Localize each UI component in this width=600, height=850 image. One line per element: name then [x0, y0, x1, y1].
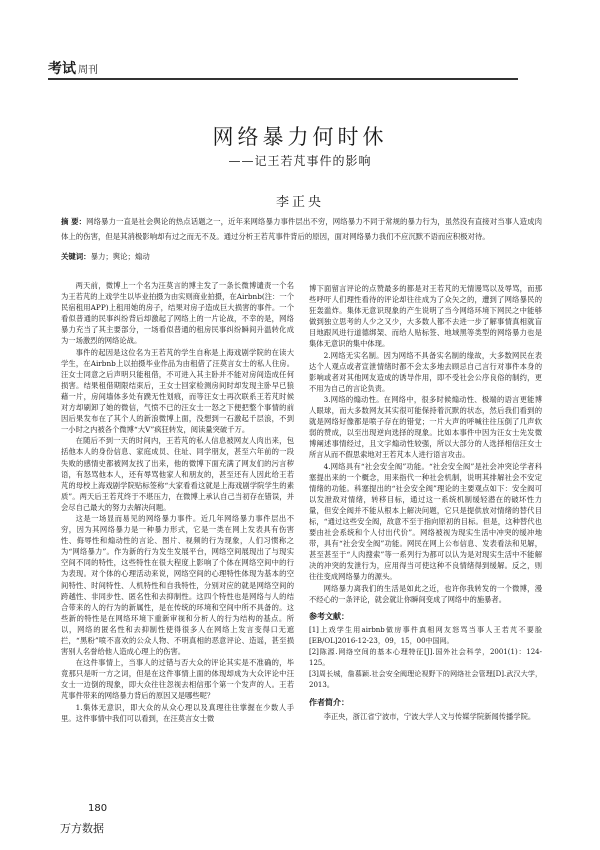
- body-paragraph: 网络暴力离我们的生活是如此之近，也许你我转发的一个微博，漫不经心的一条评论，就会就让你瞬间变成了网络中的施暴者。: [309, 583, 542, 604]
- abstract-label: 摘 要：: [61, 217, 87, 226]
- body-paragraph: 2.网络无实名制。因为网络不具备实名制的缘故，大多数网民在表达个人观点或者宣泄情绪时都不会太多地去顾忌自己言行对事件本身的影响或者对其他网友造成的诱导作用，即不受社会公序良俗的制约，更不用为自己的言论负责。: [309, 350, 542, 393]
- reference-item: [1]上戏学生用airbnb做房事件真相网友怒骂当事人王若芃不要脸[EB/OL]2016-12-23，09，15，00中国网。: [309, 625, 542, 645]
- body-paragraph: 在这件事情上，当事人的过错与否大众的评论其实是不准确的，毕竟那只是听一方之词，但是在这件事情上面的体现却成为大众评论中汪女士一边倒的现象，即大众往往忽视去相信那个第一个发声的人。王若芃事件带来的网络暴力背后的原因又是哪些呢？: [61, 658, 294, 701]
- body-paragraph: 3.网络的煽动性。在网络中，很多时候煽动性、极端的语言更能博人眼球，而大多数网友其实很可能保持着沉默的状态，然后我们看到的就是网络好像都是喷子存在的错觉；一片大声的呼喊往往压倒了几声软弱的赞成，以至出现逆向选择的现象。比如本事件中因为汪女士先发微博阐述事情经过，且文字煽动性较强，所以大部分的人选择相信汪女士所言从而不假思索地对王若芃本人进行语言攻击。: [309, 394, 542, 460]
- journal-name-main: 考试: [48, 61, 76, 77]
- journal-name-suffix: 周刊: [78, 65, 98, 76]
- body-paragraph: 事件的起因是这位名为王若芃的学生自称是上海戏剧学院的在读大学生，在Airbnb上以拍摄毕业作品为由租借了汪莫言女士的私人住房。汪女士同意之后声明只能租借，不可进入其主卧并不能对房间造成任何损害。结果租借期限结束后，王女士回家检测房间时却发现主卧早已狼藉一片，房间墙体多处有蹼无性划痕，而等汪女士再次联系王若芃时候对方却刷卸了她的微信，气愤不已的汪女士一怒之下便把整个事情的前因后果发布在了其个人的新浪微博上面，没想到一石激起千层浪，不到一小时之内被各个微博“大V”疯狂转发，阅读量突破千万。: [61, 347, 294, 435]
- author-intro-text: 李正央，浙江省宁波市，宁波大学人文与传媒学院新闻传播学院。: [323, 711, 536, 721]
- article-subtitle: ——记王若芃事件的影响: [228, 154, 372, 168]
- author-intro-heading: 作者简介：: [309, 697, 349, 707]
- footer-watermark: 万方数据: [60, 822, 104, 835]
- abstract: [61, 214, 542, 244]
- body-paragraph: 在随后不到一天的时间内，王若芃的私人信息被网友人肉出来，包括他本人的身份信息、家庭成员、住址、同学朋友，甚至六年前的一段失败的感情史都被网友找了出来，他的微博下面充满了网友们的污言秽语，有怒骂他本人，还有辱骂他家人和朋友的，甚至还有人因此给王若芃的母校上海戏剧学院贴标签称“大家看看这就是上海戏剧学院学生的素质”。两天后王若芃终于不堪压力，在微博上承认自己当初存在错误，并会尽自己最大的努力去解决问题。: [61, 436, 294, 512]
- body-column-right: [309, 283, 542, 722]
- body-paragraph: 博下面留言评论的点赞最多的都是对王若芃的无情谩骂以及辱骂，而那些呼吁人们理性看待的评论却往往成为了众矢之的，遭到了网络暴民的狂轰滥炸。集体无意识现象的产生说明了当今网络环境下网民之中能够做到独立思考的人少之又少，大多数人都不去进一步了解事情真相就盲目地跟风进行道德绑架、而给人贴标签、地域黑等类型的网络暴力也是集体无意识的集中体现。: [309, 284, 542, 349]
- body-paragraph: 这是一场显而易见的网络暴力事件。近几年网络暴力事件层出不穷，因为其网络暴力是一种暴力形式，它是一类在网上发表具有伤害性、侮辱性和煽动性的言论、图片、视频的行为现象，人们习惯称之为“网络暴力”。作为新的行为发生发展平台，网络空间展现出了与现实空间不同的特性，这些特性在很大程度上影响了个体在网络空间中的行为表现。对个体的心理活动来说，网络空间的心理特性体现为基本的空间特性、时间特性、人机特性和自我特性，分别对应的就是网络空间的跨越性、非同步性、匿名性和去抑制性。这四个特性也是网络与人的结合带来的人的行为的新属性，是在传统的环境和空间中所不具备的。这些新的特性是在网络环境下重新审视和分析人的行为结构的基点。所以，网络的匿名性和去抑制性使得很多人在网络上发言变得口无遮拦，“黑粉”喷不喜欢的公众人物、不明真相的恶意评论、造谣，甚至损害别人名誉给他人造成心理上的伤害。: [61, 513, 294, 657]
- abstract-text: 网络暴力一直是社会舆论的热点话题之一，近年来网络暴力事件层出不穷，网络暴力不同于常规的暴力行为，虽然没有直接对当事人造成肉体上的伤害，但是其消极影响却有过之而无不及。通过分析王若芃事件背后的原因，面对网络暴力我们不应沉默不语而应积极对待。: [61, 217, 542, 241]
- body-column-left: [61, 280, 294, 724]
- journal-name: [48, 58, 98, 78]
- article-title: 网络暴力何时休: [212, 125, 388, 149]
- header-rule: [48, 78, 518, 80]
- page-number: 180: [88, 803, 108, 814]
- references-heading: 参考文献：: [309, 611, 349, 621]
- body-paragraph: 两天前，微博上一个名为汪莫言的博主发了一条长微博谴责一个名为王若芃的上戏学生以毕业拍摄为由实则商业拍摄，在Airbnb(注：一个民宿租用APP)上租用她的房子，结果对房子造成巨大损害的事件。一个看似普通的民事纠纷背后却激起了网络上的一片论战，不幸的是，网络暴力充当了其主要部分，一场看似普通的租房民事纠纷瞬间升温转化成为一场激烈的网络论战。: [61, 281, 294, 346]
- keywords: [61, 251, 542, 263]
- reference-item: [3]周长城，詹慕颖.社会安全阀理论视野下的网络社会管理[D].武汉大学，2013。: [309, 669, 542, 689]
- body-paragraph: 1.集体无意识，即大众的从众心理以及真理往往掌握在少数人手里。这件事情中我们可以看到，在汪莫言女士微: [61, 702, 294, 723]
- article-author: 李正央: [275, 195, 324, 210]
- body-paragraph: 4.网络具有“社会安全阀”功能。“社会安全阀”是社会冲突论学者科塞提出来的一个概念，用来指代一种社会机制，说明其排解社会不安定情绪的功能。科塞提出的“社会安全阀”理论的主要观点如下：安全阀可以发泄敌对情绪，转移目标，通过这一系统机制缓轻潜在的破坏性力量，但安全阀并不能从根本上解决问题，它只是提供放对情绪的替代目标，“通过这些安全阀，敌意不至于指向原初的目标。但是，这种替代也要由社会系统和个人付出代价”。网络被视为现实生活中冲突的缓冲地带，具有“社会安全阀”功能。网民在网上公布信息、发表看法和见解，甚至甚至于“人肉搜索”等一系列行为都可以认为是对现实生活中不能解决的冲突的发泄行为，应用得当可使这种不良情绪得到缓解。反之，则往往变成网络暴力的源头。: [309, 461, 542, 582]
- reference-item: [2]陈源.网络空间的基本心理特征[J].国外社会科学，2001(1)：124-125。: [309, 647, 542, 667]
- keywords-label: 关键词：: [61, 252, 91, 261]
- journal-header: [48, 58, 518, 80]
- keywords-text: 暴力；舆论；煽动: [90, 252, 150, 261]
